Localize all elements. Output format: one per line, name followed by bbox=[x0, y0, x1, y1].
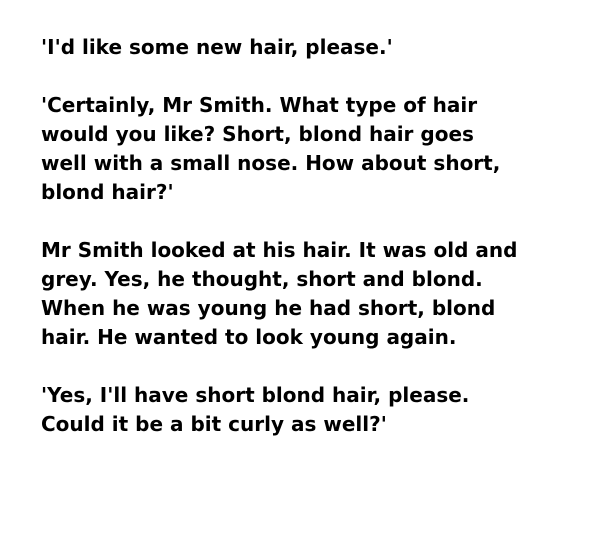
text-line: When he was young he had short, blond bbox=[41, 296, 496, 320]
text-line: 'I'd like some new hair, please.' bbox=[41, 35, 393, 59]
paragraph-hairdresser-reply bbox=[41, 91, 581, 207]
text-line: 'Certainly, Mr Smith. What type of hair bbox=[41, 93, 478, 117]
text-line: grey. Yes, he thought, short and blond. bbox=[41, 267, 483, 291]
text-line: Could it be a bit curly as well?' bbox=[41, 412, 387, 436]
text-line: blond hair?' bbox=[41, 180, 174, 204]
paragraph-narration bbox=[41, 236, 581, 352]
text-line: Mr Smith looked at his hair. It was old and bbox=[41, 238, 518, 262]
text-line: well with a small nose. How about short, bbox=[41, 151, 501, 175]
text-line: hair. He wanted to look young again. bbox=[41, 325, 457, 349]
story-text bbox=[41, 33, 581, 439]
text-line: would you like? Short, blond hair goes bbox=[41, 122, 474, 146]
paragraph-request bbox=[41, 33, 581, 62]
paragraph-answer bbox=[41, 381, 581, 439]
text-line: 'Yes, I'll have short blond hair, please. bbox=[41, 383, 470, 407]
